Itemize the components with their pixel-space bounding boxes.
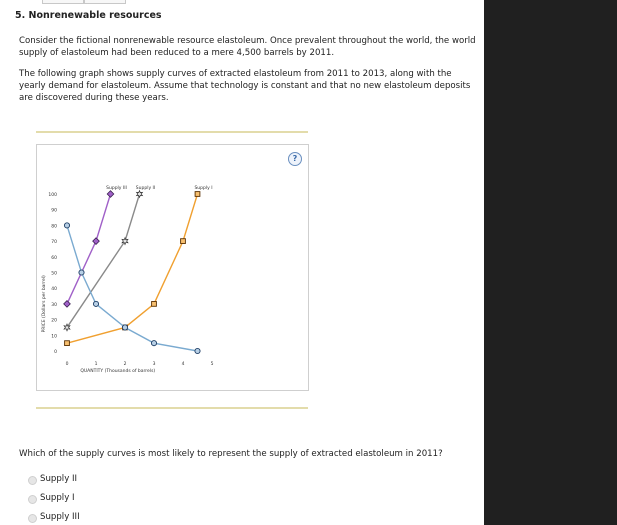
supply-i-point: [195, 192, 200, 197]
supply-iii-label: Supply III: [106, 186, 127, 191]
help-icon[interactable]: ?: [288, 152, 302, 166]
divider-top: [36, 131, 308, 133]
x-tick-label: 4: [181, 362, 185, 367]
graph-panel: [36, 144, 309, 391]
radio-button[interactable]: [28, 476, 37, 485]
y-tick-label: 100: [48, 193, 57, 198]
supply-iii-point: [93, 238, 100, 245]
right-side-panel: [484, 0, 617, 525]
y-tick-label: 20: [51, 318, 57, 324]
supply-i-point: [65, 341, 70, 346]
option-label: Supply I: [40, 493, 75, 503]
divider-bottom: [36, 407, 308, 409]
supply-iii-point: [107, 191, 114, 198]
demand-point: [151, 341, 156, 346]
y-tick-label: 60: [51, 255, 57, 261]
y-tick-label: 90: [51, 208, 57, 214]
y-tick-label: 40: [51, 287, 57, 293]
option-supply-i[interactable]: [40, 493, 75, 503]
y-tick-label: 0: [54, 350, 57, 355]
demand-line: [67, 225, 198, 351]
demand-point: [64, 223, 69, 228]
supply-i-point: [152, 302, 157, 307]
supply-iii-point: [64, 301, 71, 308]
x-tick-label: 3: [152, 362, 156, 367]
x-tick-label: 0: [65, 362, 69, 367]
option-label: Supply II: [40, 474, 78, 484]
radio-button[interactable]: [28, 495, 37, 504]
graph-intro-paragraph: The following graph shows supply curves of extracted elastoleum from 2011 to 2013, along with the yearly demand for elastoleum. Assume that technology is constant and that no new elastoleum deposits are discovered during these years.: [19, 69, 471, 103]
option-label: Supply III: [40, 512, 80, 522]
supply-i-point: [181, 239, 186, 244]
supply-ii-point: [137, 191, 143, 198]
demand-point: [93, 301, 98, 306]
top-tab[interactable]: [84, 0, 126, 4]
x-axis-label: QUANTITY (Thousands of barrels): [80, 369, 156, 374]
top-tab[interactable]: [42, 0, 84, 4]
x-tick-label: 2: [123, 362, 127, 367]
demand-point: [122, 325, 127, 330]
radio-button[interactable]: [28, 514, 37, 523]
supply-i-label: Supply I: [194, 186, 213, 191]
question-text: Which of the supply curves is most likely to represent the supply of extracted elastoleum in 2011?: [19, 449, 443, 459]
y-tick-label: 30: [51, 302, 57, 308]
option-supply-ii[interactable]: [40, 474, 77, 484]
option-supply-iii[interactable]: [40, 512, 80, 522]
y-axis-label: PRICE (Dollars per barrel): [42, 275, 47, 333]
x-tick-label: 1: [94, 362, 98, 367]
y-tick-label: 50: [51, 271, 57, 277]
demand-point: [79, 270, 84, 275]
demand-point: [195, 348, 200, 353]
y-tick-label: 10: [51, 334, 57, 340]
y-tick-label: 70: [51, 240, 57, 246]
supply-demand-chart: [37, 145, 308, 390]
x-tick-label: 5: [210, 362, 214, 367]
supply-ii-label: Supply II: [135, 186, 156, 191]
y-tick-label: 80: [51, 224, 57, 230]
intro-paragraph: Consider the fictional nonrenewable resource elastoleum. Once prevalent throughout the world, the world supply of elastoleum had been reduced to a mere 4,500 barrels by 2011.: [19, 36, 476, 58]
question-title: 5. Nonrenewable resources: [15, 10, 162, 21]
